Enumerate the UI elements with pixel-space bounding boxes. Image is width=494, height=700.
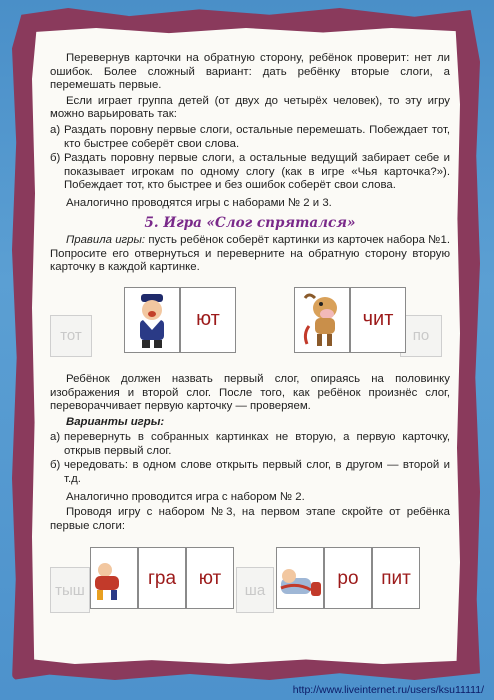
syllable: чит — [362, 308, 394, 331]
paragraph: Ребёнок должен назвать первый слог, опираясь на половинку изображения и второй слог. После того, как ребёнок произнёс слог, перевораччивает первую карточку — проверяем. — [50, 372, 450, 413]
picture-card — [294, 287, 350, 353]
section-heading: 5. Игра «Слог спрятался» — [144, 214, 356, 231]
faded-card: ша — [236, 567, 274, 613]
list-text: перевернуть в собранных картинках не вторую, а первую карточку, открыв первый слог. — [64, 431, 450, 457]
syllable: ют — [198, 567, 222, 589]
picture-card — [90, 547, 138, 609]
paragraph: Проводя игру с набором №3, на первом этапе скройте от ребёнка первые слоги: — [50, 506, 450, 532]
list-text: Раздать поровну первые слоги, остальные перемешать. Побеждает тот, кто быстрее соберёт свои слова. — [64, 123, 450, 150]
watermark-url: http://www.liveinternet.ru/users/ksu11111/ — [292, 684, 484, 696]
sleeping-child-icon — [277, 548, 323, 608]
syllable: пит — [381, 567, 411, 589]
syllable: гра — [147, 567, 177, 589]
rules-label: Правила игры: — [66, 234, 146, 247]
faded-card: по — [400, 315, 442, 357]
card-pair — [276, 547, 420, 609]
picture-card — [124, 287, 180, 353]
variants-heading — [50, 416, 450, 430]
rules-text: пусть ребёнок соберёт картинки из карточек набора №1. Попросите его отвернуться и переверните на обратную сторону вторую карточку в каждой картинке. — [50, 234, 450, 274]
paragraph: Перевернув карточки на обратную сторону, ребёнок проверит: нет ли ошибок. Более сложный вариант: дать ребёнку вторые слоги, а перемешать первые. — [50, 52, 450, 92]
syllable-card — [180, 287, 236, 353]
syllable-card — [138, 547, 186, 609]
list-marker: а) — [50, 431, 61, 444]
list-item — [50, 124, 450, 151]
list-item — [50, 431, 450, 458]
rules-paragraph — [50, 234, 450, 275]
paragraph: Аналогично проводится игра с набором № 2. — [66, 490, 305, 503]
cards-row-2 — [50, 537, 450, 623]
cow-icon — [295, 288, 349, 352]
syllable-card — [186, 547, 234, 609]
variants-list-a — [50, 124, 450, 193]
variants-list-b — [50, 431, 450, 486]
card-pair — [294, 287, 406, 353]
page-content — [50, 52, 450, 629]
cards-row-1 — [50, 279, 450, 367]
list-marker: б) — [50, 152, 61, 165]
card-pair — [90, 547, 234, 609]
list-text: чередовать: в одном слове открыть первый слог, в другом — второй и т.д. — [64, 459, 450, 486]
list-item — [50, 152, 450, 193]
faded-card: тот — [50, 315, 92, 357]
sailor-boy-icon — [125, 288, 179, 352]
paragraph: Аналогично проводятся игры с наборами № 2 и 3. — [66, 196, 332, 209]
faded-card: тыш — [50, 567, 90, 613]
syllable-card — [372, 547, 420, 609]
syllable-card — [324, 547, 372, 609]
paragraph: Если играет группа детей (от двух до четырёх человек), то эту игру можно варьировать так: — [50, 94, 450, 121]
syllable: ют — [196, 308, 220, 331]
picture-card — [276, 547, 324, 609]
list-marker: б) — [50, 459, 61, 472]
syllable: ро — [337, 567, 359, 589]
list-marker: а) — [50, 123, 61, 136]
syllable-card — [350, 287, 406, 353]
card-pair — [124, 287, 236, 353]
crawling-child-icon — [91, 548, 137, 608]
list-item — [50, 459, 450, 486]
list-text: Раздать поровну первые слоги, а остальные ведущий забирает себе и показывает игрокам по одному слогу (как в игре «Чья карточка?»). Побеждает тот, кто быстрее и без ошибок соберёт свои слова. — [64, 152, 450, 192]
variants-label: Варианты игры: — [66, 415, 165, 428]
